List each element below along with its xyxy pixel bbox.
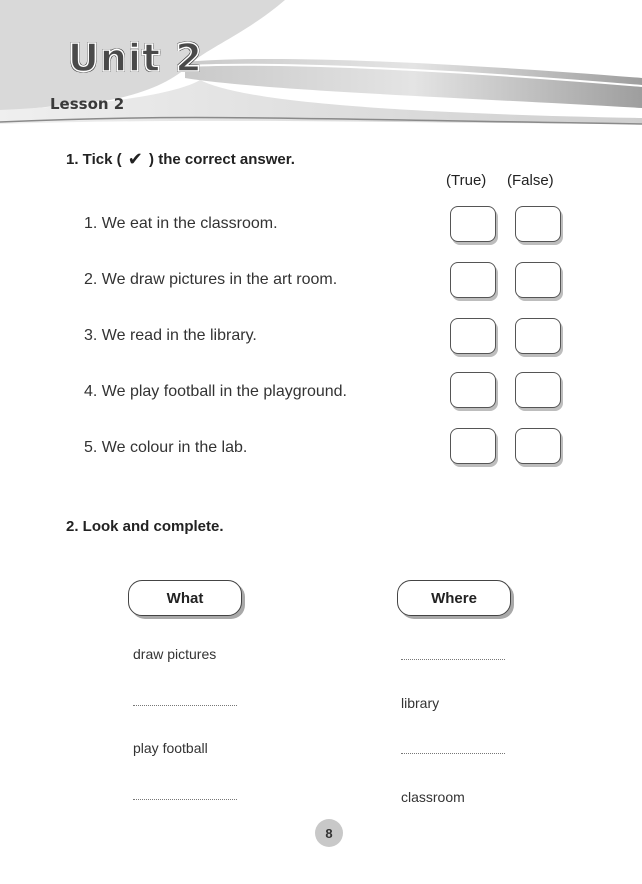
true-box-1[interactable] xyxy=(450,206,496,242)
statement-3: 3. We read in the library. xyxy=(84,327,257,344)
where-blank-1[interactable] xyxy=(401,659,505,660)
where-column-header: Where xyxy=(397,580,511,616)
false-box-3[interactable] xyxy=(515,318,561,354)
true-box-2[interactable] xyxy=(450,262,496,298)
false-column-header: (False) xyxy=(507,172,554,189)
where-cell-4: classroom xyxy=(401,789,465,805)
exercise-1-title-end: ) the correct answer. xyxy=(149,151,295,168)
what-column-header: What xyxy=(128,580,242,616)
page-number-badge: 8 xyxy=(315,819,343,847)
exercise-1-title xyxy=(66,149,295,170)
statement-4: 4. We play football in the playground. xyxy=(84,383,347,400)
statement-5: 5. We colour in the lab. xyxy=(84,439,248,456)
what-cell-3: play football xyxy=(133,740,208,756)
statement-1: 1. We eat in the classroom. xyxy=(84,215,278,232)
where-cell-2: library xyxy=(401,695,440,711)
exercise-1-title-start: 1. Tick ( xyxy=(66,151,122,168)
what-blank-2[interactable] xyxy=(133,705,237,706)
false-box-2[interactable] xyxy=(515,262,561,298)
true-box-3[interactable] xyxy=(450,318,496,354)
exercise-2-title: 2. Look and complete. xyxy=(66,518,224,535)
lesson-label: Lesson 2 xyxy=(50,95,125,113)
true-column-header: (True) xyxy=(446,172,487,189)
where-blank-3[interactable] xyxy=(401,753,505,754)
unit-title: Unit 2 xyxy=(68,36,203,80)
checkmark-icon: ✔ xyxy=(127,149,143,169)
false-box-5[interactable] xyxy=(515,428,561,464)
false-box-4[interactable] xyxy=(515,372,561,408)
false-box-1[interactable] xyxy=(515,206,561,242)
true-box-4[interactable] xyxy=(450,372,496,408)
true-box-5[interactable] xyxy=(450,428,496,464)
what-cell-1: draw pictures xyxy=(133,646,217,662)
statement-2: 2. We draw pictures in the art room. xyxy=(84,271,338,288)
what-blank-4[interactable] xyxy=(133,799,237,800)
